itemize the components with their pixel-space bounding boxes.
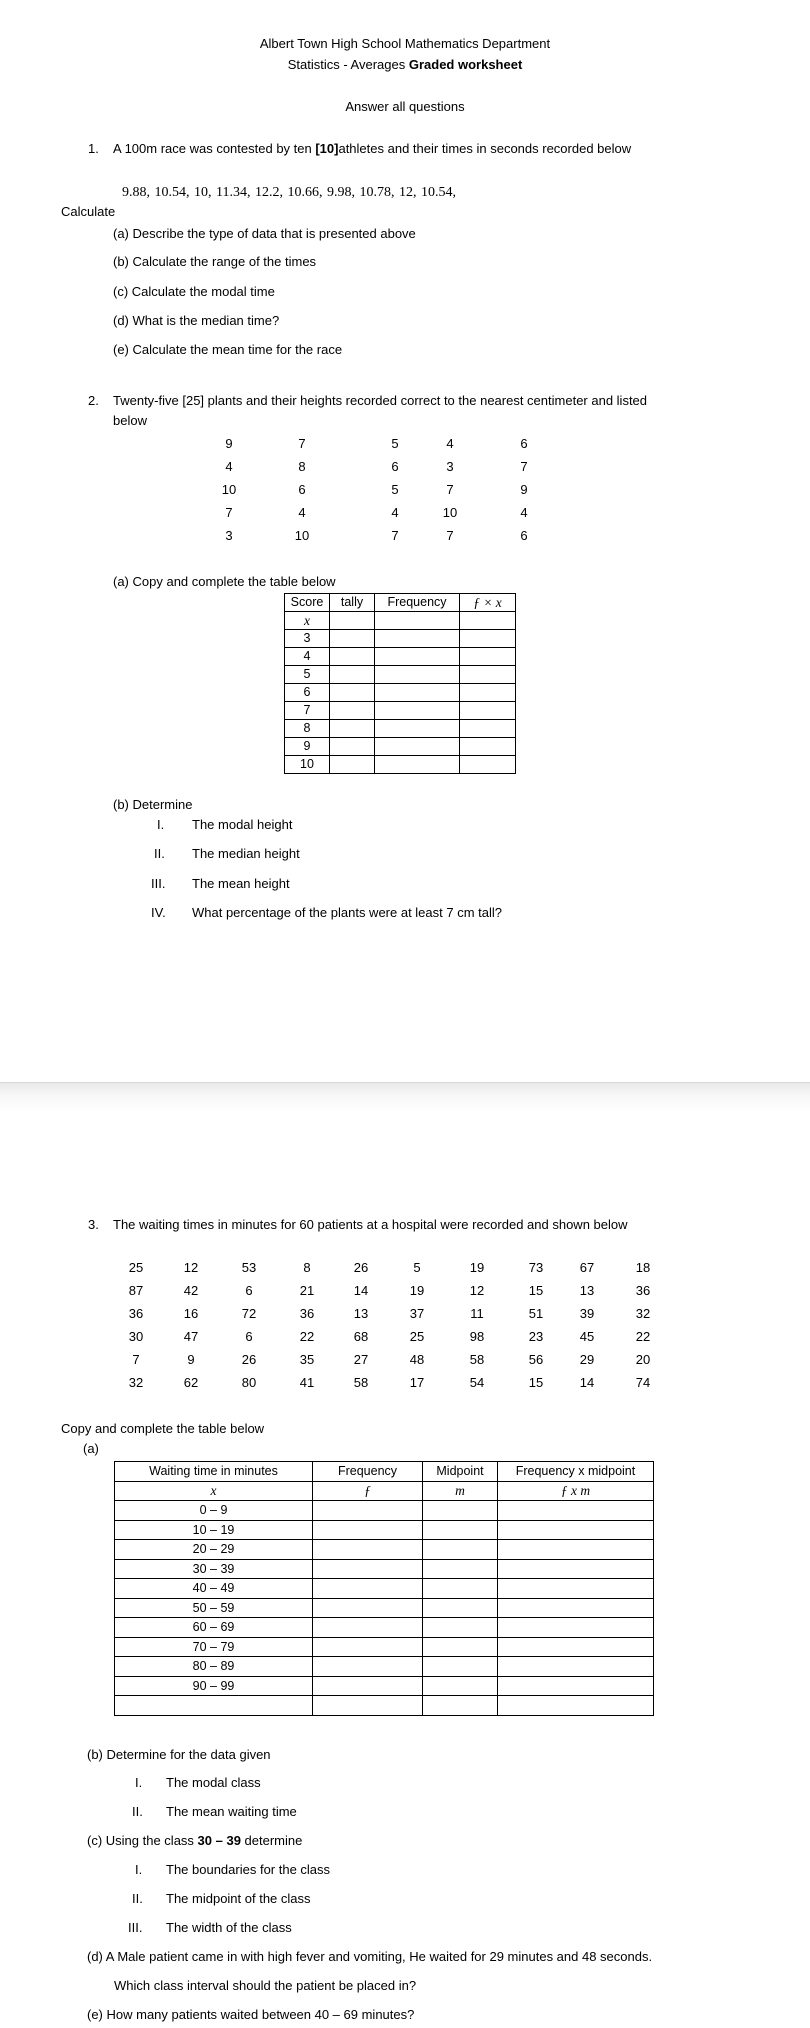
waiting-time-value: 72 bbox=[241, 1306, 257, 1321]
waiting-time-value: 62 bbox=[183, 1375, 199, 1390]
q2-sub-num: II. bbox=[154, 846, 165, 861]
waiting-time-value: 30 bbox=[128, 1329, 144, 1344]
table-cell bbox=[460, 702, 516, 720]
q3-c-sub-text: The width of the class bbox=[166, 1920, 292, 1935]
waiting-time-value: 22 bbox=[635, 1329, 651, 1344]
q2-number: 2. bbox=[88, 393, 99, 408]
waiting-time-value: 16 bbox=[183, 1306, 199, 1321]
table-header-freq-x-midpoint: Frequency x midpoint bbox=[498, 1462, 654, 1482]
q2-sub-text: What percentage of the plants were at least 7 cm tall? bbox=[192, 905, 503, 920]
class-cell: 0 – 9 bbox=[115, 1501, 313, 1521]
waiting-time-value: 36 bbox=[299, 1306, 315, 1321]
table-cell bbox=[330, 666, 375, 684]
table-header-score: Score bbox=[285, 594, 330, 612]
table-cell bbox=[423, 1637, 498, 1657]
table-cell bbox=[313, 1618, 423, 1638]
table-cell bbox=[498, 1520, 654, 1540]
q3-part-a-label: (a) bbox=[83, 1441, 99, 1456]
class-cell: 90 – 99 bbox=[115, 1676, 313, 1696]
table-row bbox=[115, 1657, 654, 1677]
worksheet-subtitle bbox=[0, 57, 810, 72]
q3-part-c-a: (c) Using the class bbox=[87, 1833, 198, 1848]
height-value: 4 bbox=[520, 505, 528, 520]
score-cell: 9 bbox=[285, 738, 330, 756]
waiting-time-value: 58 bbox=[469, 1352, 485, 1367]
waiting-time-value: 42 bbox=[183, 1283, 199, 1298]
table-row bbox=[285, 738, 516, 756]
waiting-time-value: 7 bbox=[132, 1352, 140, 1367]
table-header-frequency: Frequency bbox=[375, 594, 460, 612]
table-cell bbox=[460, 666, 516, 684]
table-row bbox=[285, 630, 516, 648]
waiting-time-value: 45 bbox=[579, 1329, 595, 1344]
table-cell bbox=[498, 1657, 654, 1677]
table-row bbox=[115, 1579, 654, 1599]
height-value: 4 bbox=[446, 436, 454, 451]
table-cell bbox=[498, 1637, 654, 1657]
waiting-time-value: 14 bbox=[579, 1375, 595, 1390]
table-cell bbox=[313, 1579, 423, 1599]
q1-part-e: (e) Calculate the mean time for the race bbox=[113, 342, 343, 357]
height-value: 7 bbox=[225, 505, 233, 520]
q3-c-sub-text: The midpoint of the class bbox=[166, 1891, 311, 1906]
waiting-time-value: 37 bbox=[409, 1306, 425, 1321]
table-cell bbox=[330, 720, 375, 738]
class-cell: 40 – 49 bbox=[115, 1579, 313, 1599]
table-cell bbox=[330, 756, 375, 774]
table-cell bbox=[460, 630, 516, 648]
table-row bbox=[285, 720, 516, 738]
height-value: 7 bbox=[520, 459, 528, 474]
waiting-time-value: 12 bbox=[469, 1283, 485, 1298]
waiting-time-value: 87 bbox=[128, 1283, 144, 1298]
q2-sub-num: IV. bbox=[151, 905, 166, 920]
waiting-time-value: 11 bbox=[470, 1306, 484, 1321]
q1-part-b: (b) Calculate the range of the times bbox=[113, 254, 317, 269]
waiting-time-value: 26 bbox=[353, 1260, 369, 1275]
table-subheader-x: x bbox=[285, 612, 330, 630]
table-row bbox=[115, 1520, 654, 1540]
waiting-time-value: 19 bbox=[469, 1260, 485, 1275]
table-cell bbox=[423, 1598, 498, 1618]
table-cell bbox=[423, 1676, 498, 1696]
waiting-time-value: 26 bbox=[241, 1352, 257, 1367]
instruction: Answer all questions bbox=[345, 99, 465, 114]
table-cell bbox=[423, 1520, 498, 1540]
waiting-time-value: 54 bbox=[469, 1375, 485, 1390]
height-value: 8 bbox=[298, 459, 306, 474]
q3-frequency-table bbox=[114, 1461, 654, 1716]
table-row bbox=[115, 1540, 654, 1560]
table-cell bbox=[460, 612, 516, 630]
table-cell bbox=[498, 1540, 654, 1560]
table-cell bbox=[375, 648, 460, 666]
height-value: 10 bbox=[221, 482, 237, 497]
q3-part-e: (e) How many patients waited between 40 – 69 minutes? bbox=[87, 2007, 415, 2022]
height-value: 6 bbox=[391, 459, 399, 474]
table-row bbox=[285, 648, 516, 666]
table-subheader-m: m bbox=[423, 1481, 498, 1501]
subtitle-plain: Statistics - Averages bbox=[287, 57, 409, 72]
height-value: 4 bbox=[225, 459, 233, 474]
table-row bbox=[115, 1618, 654, 1638]
waiting-time-value: 9 bbox=[187, 1352, 195, 1367]
waiting-time-value: 6 bbox=[245, 1283, 253, 1298]
q1-times: 9.88, 10.54, 10, 11.34, 12.2, 10.66, 9.98, 10.78, 12, 10.54, bbox=[122, 185, 456, 200]
score-cell: 3 bbox=[285, 630, 330, 648]
q2-sub-text: The modal height bbox=[192, 817, 293, 832]
height-value: 4 bbox=[391, 505, 399, 520]
table-subheader-x: x bbox=[115, 1481, 313, 1501]
class-cell: 10 – 19 bbox=[115, 1520, 313, 1540]
waiting-time-value: 67 bbox=[579, 1260, 595, 1275]
q1-part-c: (c) Calculate the modal time bbox=[113, 284, 275, 299]
table-cell bbox=[460, 738, 516, 756]
waiting-time-value: 8 bbox=[303, 1260, 311, 1275]
waiting-time-value: 32 bbox=[128, 1375, 144, 1390]
table-cell bbox=[313, 1501, 423, 1521]
q2-text-line2: below bbox=[113, 413, 147, 428]
table-cell bbox=[423, 1696, 498, 1716]
waiting-time-value: 23 bbox=[528, 1329, 544, 1344]
height-value: 6 bbox=[298, 482, 306, 497]
table-cell bbox=[313, 1676, 423, 1696]
waiting-time-value: 56 bbox=[528, 1352, 544, 1367]
height-value: 10 bbox=[294, 528, 310, 543]
waiting-time-value: 36 bbox=[128, 1306, 144, 1321]
q3-c-sub-num: II. bbox=[132, 1891, 143, 1906]
waiting-time-value: 48 bbox=[409, 1352, 425, 1367]
q1-text-a: A 100m race was contested by ten bbox=[113, 141, 316, 156]
table-row bbox=[115, 1501, 654, 1521]
waiting-time-value: 5 bbox=[413, 1260, 421, 1275]
table-row bbox=[285, 666, 516, 684]
table-cell bbox=[313, 1559, 423, 1579]
score-cell: 4 bbox=[285, 648, 330, 666]
q2-frequency-table bbox=[284, 593, 516, 774]
height-value: 9 bbox=[225, 436, 233, 451]
waiting-time-value: 25 bbox=[128, 1260, 144, 1275]
q3-part-c-bold: 30 – 39 bbox=[197, 1833, 241, 1848]
waiting-time-value: 6 bbox=[245, 1329, 253, 1344]
table-cell bbox=[375, 612, 460, 630]
table-cell bbox=[423, 1559, 498, 1579]
class-cell: 30 – 39 bbox=[115, 1559, 313, 1579]
waiting-time-value: 19 bbox=[409, 1283, 425, 1298]
height-value: 6 bbox=[520, 436, 528, 451]
q3-number: 3. bbox=[88, 1217, 99, 1232]
q3-copy-text: Copy and complete the table below bbox=[61, 1421, 265, 1436]
table-cell bbox=[330, 702, 375, 720]
table-header-midpoint: Midpoint bbox=[423, 1462, 498, 1482]
q1-text-bold: [10] bbox=[315, 141, 339, 156]
class-cell: 60 – 69 bbox=[115, 1618, 313, 1638]
table-cell bbox=[330, 612, 375, 630]
class-cell: 20 – 29 bbox=[115, 1540, 313, 1560]
q1-part-d: (d) What is the median time? bbox=[113, 313, 280, 328]
q2-text-line1: Twenty-five [25] plants and their heights recorded correct to the nearest centimeter and listed bbox=[113, 393, 648, 408]
table-cell bbox=[115, 1696, 313, 1716]
q3-part-d-line1: (d) A Male patient came in with high fever and vomiting, He waited for 29 minutes and 48 seconds. bbox=[87, 1949, 653, 1964]
q3-text: The waiting times in minutes for 60 patients at a hospital were recorded and shown below bbox=[113, 1217, 628, 1232]
table-cell bbox=[460, 756, 516, 774]
q3-c-sub-num: III. bbox=[128, 1920, 143, 1935]
table-cell bbox=[375, 684, 460, 702]
waiting-time-value: 98 bbox=[469, 1329, 485, 1344]
waiting-time-value: 21 bbox=[299, 1283, 315, 1298]
q1-calculate: Calculate bbox=[61, 204, 116, 219]
waiting-time-value: 25 bbox=[409, 1329, 425, 1344]
table-row bbox=[115, 1559, 654, 1579]
table-subheader-f: ƒ bbox=[313, 1481, 423, 1501]
table-row bbox=[285, 702, 516, 720]
table-cell bbox=[330, 648, 375, 666]
waiting-time-value: 17 bbox=[409, 1375, 425, 1390]
q1-text-b: athletes and their times in seconds recorded below bbox=[338, 141, 632, 156]
waiting-time-value: 12 bbox=[183, 1260, 199, 1275]
table-cell bbox=[375, 630, 460, 648]
waiting-time-value: 80 bbox=[241, 1375, 257, 1390]
table-cell bbox=[313, 1598, 423, 1618]
q2-sub-text: The mean height bbox=[192, 876, 290, 891]
waiting-time-value: 15 bbox=[528, 1375, 544, 1390]
q1-part-a: (a) Describe the type of data that is presented above bbox=[113, 226, 416, 241]
q2-part-a: (a) Copy and complete the table below bbox=[113, 574, 336, 589]
q1-number: 1. bbox=[88, 141, 99, 156]
waiting-time-value: 29 bbox=[579, 1352, 595, 1367]
table-cell bbox=[330, 630, 375, 648]
height-value: 3 bbox=[446, 459, 454, 474]
table-cell bbox=[498, 1598, 654, 1618]
table-cell bbox=[498, 1559, 654, 1579]
score-cell: 6 bbox=[285, 684, 330, 702]
height-value: 5 bbox=[391, 482, 399, 497]
height-value: 9 bbox=[520, 482, 528, 497]
waiting-time-value: 36 bbox=[635, 1283, 651, 1298]
table-cell bbox=[498, 1618, 654, 1638]
table-cell bbox=[375, 666, 460, 684]
height-value: 4 bbox=[298, 505, 306, 520]
waiting-time-value: 27 bbox=[353, 1352, 369, 1367]
waiting-time-value: 74 bbox=[635, 1375, 651, 1390]
class-cell: 50 – 59 bbox=[115, 1598, 313, 1618]
table-cell bbox=[423, 1657, 498, 1677]
table-cell bbox=[313, 1520, 423, 1540]
table-cell bbox=[313, 1540, 423, 1560]
waiting-time-value: 22 bbox=[299, 1329, 315, 1344]
waiting-time-value: 51 bbox=[528, 1306, 544, 1321]
waiting-time-value: 39 bbox=[579, 1306, 595, 1321]
table-cell bbox=[375, 720, 460, 738]
waiting-time-value: 13 bbox=[353, 1306, 369, 1321]
height-value: 10 bbox=[442, 505, 458, 520]
table-cell bbox=[498, 1696, 654, 1716]
waiting-time-value: 41 bbox=[299, 1375, 315, 1390]
table-row bbox=[285, 684, 516, 702]
waiting-time-value: 35 bbox=[299, 1352, 315, 1367]
height-value: 7 bbox=[298, 436, 306, 451]
waiting-time-value: 68 bbox=[353, 1329, 369, 1344]
waiting-time-value: 14 bbox=[353, 1283, 369, 1298]
waiting-time-value: 53 bbox=[241, 1260, 257, 1275]
table-cell bbox=[313, 1696, 423, 1716]
class-cell: 80 – 89 bbox=[115, 1657, 313, 1677]
q3-part-d-line2: Which class interval should the patient be placed in? bbox=[114, 1978, 417, 1993]
score-cell: 8 bbox=[285, 720, 330, 738]
waiting-time-value: 58 bbox=[353, 1375, 369, 1390]
table-row bbox=[285, 756, 516, 774]
table-cell bbox=[375, 738, 460, 756]
q3-part-c bbox=[87, 1833, 302, 1848]
score-cell: 7 bbox=[285, 702, 330, 720]
q3-part-b: (b) Determine for the data given bbox=[87, 1747, 271, 1762]
table-row bbox=[115, 1598, 654, 1618]
q1-text bbox=[113, 141, 631, 156]
school-title: Albert Town High School Mathematics Department bbox=[259, 36, 551, 51]
q2-part-b: (b) Determine bbox=[113, 797, 193, 812]
q2-sub-num: III. bbox=[151, 876, 166, 891]
q2-sub-text: The median height bbox=[192, 846, 300, 861]
waiting-time-value: 13 bbox=[579, 1283, 595, 1298]
height-value: 3 bbox=[225, 528, 233, 543]
table-cell bbox=[460, 684, 516, 702]
table-cell bbox=[423, 1618, 498, 1638]
score-cell: 10 bbox=[285, 756, 330, 774]
q2-sub-num: I. bbox=[157, 817, 165, 832]
table-cell bbox=[498, 1501, 654, 1521]
table-header-fx: ƒ × x bbox=[460, 594, 516, 612]
table-row bbox=[115, 1637, 654, 1657]
subtitle-bold: Graded worksheet bbox=[408, 57, 523, 72]
waiting-time-value: 47 bbox=[183, 1329, 199, 1344]
q3-b-sub-num: II. bbox=[132, 1804, 143, 1819]
table-header-frequency: Frequency bbox=[313, 1462, 423, 1482]
table-cell bbox=[330, 738, 375, 756]
table-cell bbox=[330, 684, 375, 702]
height-value: 7 bbox=[446, 482, 454, 497]
table-subheader-fxm: ƒ x m bbox=[498, 1481, 654, 1501]
waiting-time-value: 20 bbox=[635, 1352, 651, 1367]
page-break bbox=[0, 1082, 810, 1111]
table-cell bbox=[498, 1676, 654, 1696]
q3-b-sub-text: The modal class bbox=[166, 1775, 261, 1790]
table-header-tally: tally bbox=[330, 594, 375, 612]
table-row bbox=[115, 1696, 654, 1716]
waiting-time-value: 18 bbox=[635, 1260, 651, 1275]
table-cell bbox=[313, 1637, 423, 1657]
table-cell bbox=[313, 1657, 423, 1677]
q3-part-c-b: determine bbox=[240, 1833, 303, 1848]
q3-c-sub-text: The boundaries for the class bbox=[166, 1862, 331, 1877]
score-cell: 5 bbox=[285, 666, 330, 684]
waiting-time-value: 15 bbox=[528, 1283, 544, 1298]
table-cell bbox=[498, 1579, 654, 1599]
waiting-time-value: 32 bbox=[635, 1306, 651, 1321]
table-cell bbox=[460, 720, 516, 738]
q3-c-sub-num: I. bbox=[135, 1862, 143, 1877]
q3-b-sub-num: I. bbox=[135, 1775, 143, 1790]
table-cell bbox=[375, 756, 460, 774]
height-value: 6 bbox=[520, 528, 528, 543]
table-row bbox=[115, 1676, 654, 1696]
table-cell bbox=[423, 1540, 498, 1560]
height-value: 7 bbox=[391, 528, 399, 543]
table-cell bbox=[423, 1501, 498, 1521]
height-value: 7 bbox=[446, 528, 454, 543]
table-cell bbox=[423, 1579, 498, 1599]
height-value: 5 bbox=[391, 436, 399, 451]
waiting-time-value: 73 bbox=[528, 1260, 544, 1275]
class-cell: 70 – 79 bbox=[115, 1637, 313, 1657]
q3-b-sub-text: The mean waiting time bbox=[166, 1804, 297, 1819]
table-cell bbox=[375, 702, 460, 720]
table-cell bbox=[460, 648, 516, 666]
table-header-waiting-time: Waiting time in minutes bbox=[115, 1462, 313, 1482]
